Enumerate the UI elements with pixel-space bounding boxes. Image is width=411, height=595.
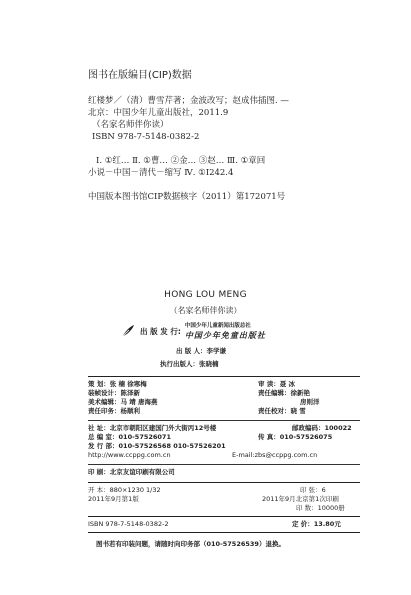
executive-publisher: 执行出版人：张晓楠 <box>160 360 219 368</box>
feather-pen-icon <box>120 323 136 339</box>
cip-data-number: 中国版本图书馆CIP数据核字（2011）第172071号 <box>88 192 286 202</box>
price: 定 价：13.80元 <box>292 520 341 528</box>
credit-item: 责任校对：晓 雪 <box>258 407 306 415</box>
cip-line: （名家名师伴你读） <box>92 120 169 130</box>
credit-item: 责任编辑：徐新艳 <box>258 389 310 397</box>
divider <box>88 464 360 465</box>
print-defect-notice: 图书若有印装问题，请随时向印务部（010-57526539）退换。 <box>96 540 285 548</box>
credit-item: 责任印务：杨顺利 <box>88 407 140 415</box>
publisher-name-line1: 中国少年儿童新闻出版总社 <box>184 323 251 329</box>
printing: 2011年9月北京第1次印刷 <box>262 495 339 503</box>
publisher-person: 出 版 人：李学谦 <box>176 347 227 355</box>
fax: 传 真：010-57526075 <box>258 433 333 441</box>
credit-item: 房则洋 <box>300 398 320 406</box>
publisher-label: 出 版 发 行: <box>140 326 181 336</box>
email: E-mail:zbs@ccppg.com.cn <box>232 451 318 459</box>
website: http://www.ccppg.com.cn <box>88 451 171 459</box>
printed-sheets: 印 张：6 <box>300 486 326 494</box>
cip-line: 北京：中国少年儿童出版社，2011.9 <box>88 108 229 118</box>
credit-item: 美术编辑：马 靖 唐海燕 <box>88 398 158 406</box>
divider <box>88 376 360 377</box>
format: 开 本：880×1230 1/32 <box>88 486 161 494</box>
edition: 2011年9月第1版 <box>88 495 139 503</box>
publisher-name <box>185 322 266 340</box>
isbn: ISBN 978-7-5148-0382-2 <box>88 520 169 528</box>
address: 社 址：北京市朝阳区建国门外大街丙12号楼 <box>88 424 217 432</box>
credit-item: 装帧设计：陈泽新 <box>88 389 140 397</box>
editorial-office: 总 编 室：010-57526071 <box>88 433 171 441</box>
cip-isbn: ISBN 978-7-5148-0382-2 <box>92 132 200 142</box>
print-run: 印 数：10000册 <box>296 504 345 512</box>
postal-code: 邮政编码：100022 <box>292 424 352 432</box>
cip-line: Ⅰ. ①红… Ⅱ. ①曹… ②金… ③赵… Ⅲ. ①章回 <box>96 156 266 166</box>
credit-item: 策 划：张 楠 徐寒梅 <box>88 380 147 388</box>
divider <box>88 532 360 533</box>
divider <box>88 482 360 483</box>
pinyin-title: HONG LOU MENG <box>164 290 247 300</box>
cip-line: 小说－中国－清代－缩写 Ⅳ. ①I242.4 <box>88 168 234 178</box>
cip-title: 图书在版编目(CIP)数据 <box>88 70 192 81</box>
publisher-logo-row <box>120 320 370 342</box>
distribution-dept: 发 行 部：010-57526568 010-57526201 <box>88 442 226 450</box>
printer: 印 刷：北京友谊印刷有限公司 <box>88 468 175 476</box>
credit-item: 审 读：聂 冰 <box>258 380 296 388</box>
series-title: （名家名师伴你读） <box>169 306 242 315</box>
divider <box>88 420 360 421</box>
divider <box>88 516 360 517</box>
publisher-name-line2: 中国少年免童出版社 <box>184 330 266 340</box>
cip-line: 红楼梦／（清）曹雪芹著；金波改写；赵成伟插图. — <box>88 96 289 106</box>
